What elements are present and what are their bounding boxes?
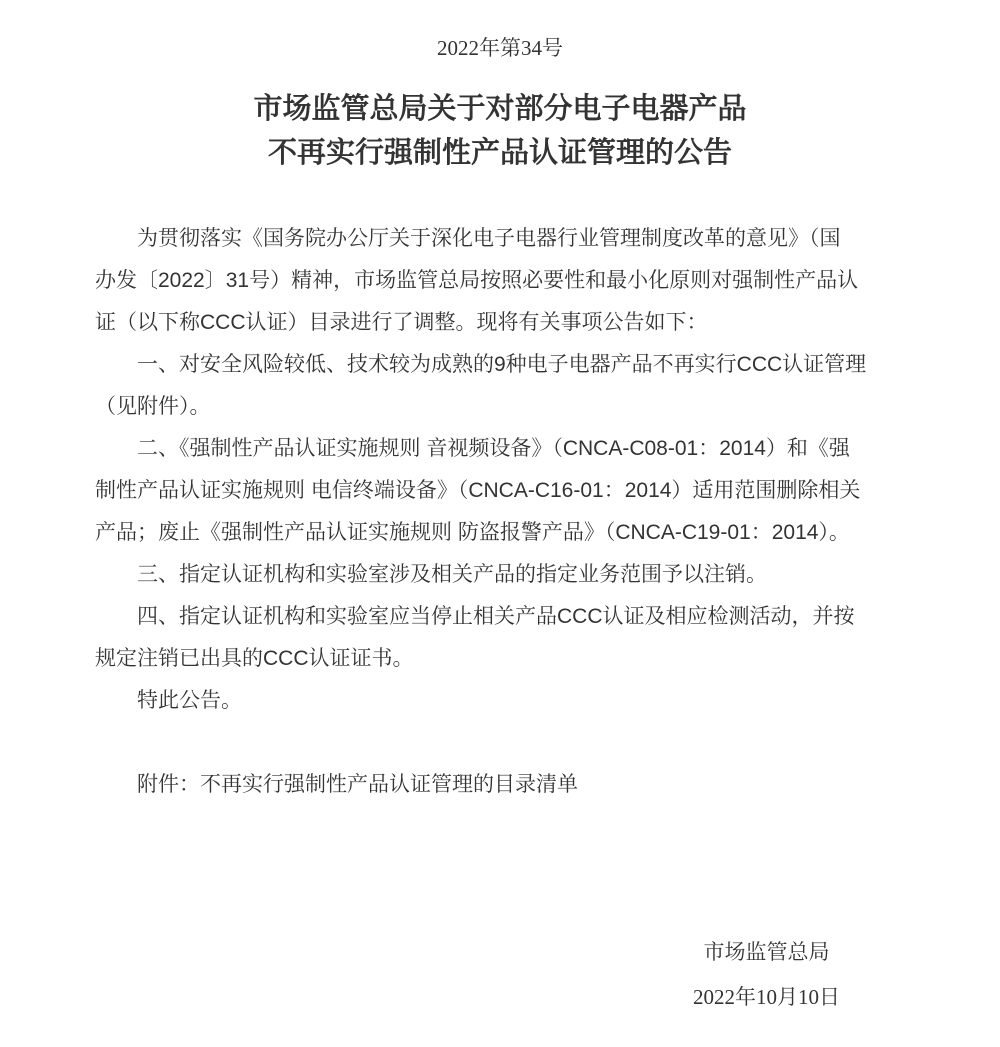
document-number: 2022年第34号: [437, 36, 563, 60]
body-line: 制性产品认证实施规则 电信终端设备》（CNCA-C16-01：2014）适用范围删除相关: [95, 479, 861, 502]
document-title-line-2: 不再实行强制性产品认证管理的公告: [267, 137, 732, 169]
body-line: 四、指定认证机构和实验室应当停止相关产品CCC认证及相应检测活动，并按: [137, 605, 855, 628]
body-line: 办发〔2022〕31号）精神，市场监管总局按照必要性和最小化原则对强制性产品认: [95, 269, 859, 292]
body-line: 特此公告。: [137, 689, 242, 712]
body-line: 规定注销已出具的CCC认证证书。: [95, 647, 414, 670]
body-line: 二、《强制性产品认证实施规则 音视频设备》（CNCA-C08-01：2014）和《强: [137, 437, 850, 460]
document-title: [0, 87, 1000, 175]
document-title-line-1: 市场监管总局关于对部分电子电器产品: [253, 93, 747, 125]
body-line: 三、指定认证机构和实验室涉及相关产品的指定业务范围予以注销。: [137, 563, 767, 586]
body-line: 为贯彻落实《国务院办公厅关于深化电子电器行业管理制度改革的意见》（国: [137, 227, 841, 250]
signature-issuer: 市场监管总局: [703, 941, 830, 964]
document-body: [95, 218, 915, 722]
attachment-line: 附件：不再实行强制性产品认证管理的目录清单: [137, 773, 578, 796]
body-line: （见附件）。: [95, 395, 211, 418]
body-line: 一、对安全风险较低、技术较为成熟的9种电子电器产品不再实行CCC认证管理: [137, 353, 867, 376]
signature-date: 2022年10月10日: [693, 985, 840, 1009]
body-line: 产品；废止《强制性产品认证实施规则 防盗报警产品》（CNCA-C19-01：2014）。: [95, 521, 850, 544]
signature-block: [693, 931, 840, 1019]
body-line: 证（以下称CCC认证）目录进行了调整。现将有关事项公告如下：: [95, 311, 708, 334]
